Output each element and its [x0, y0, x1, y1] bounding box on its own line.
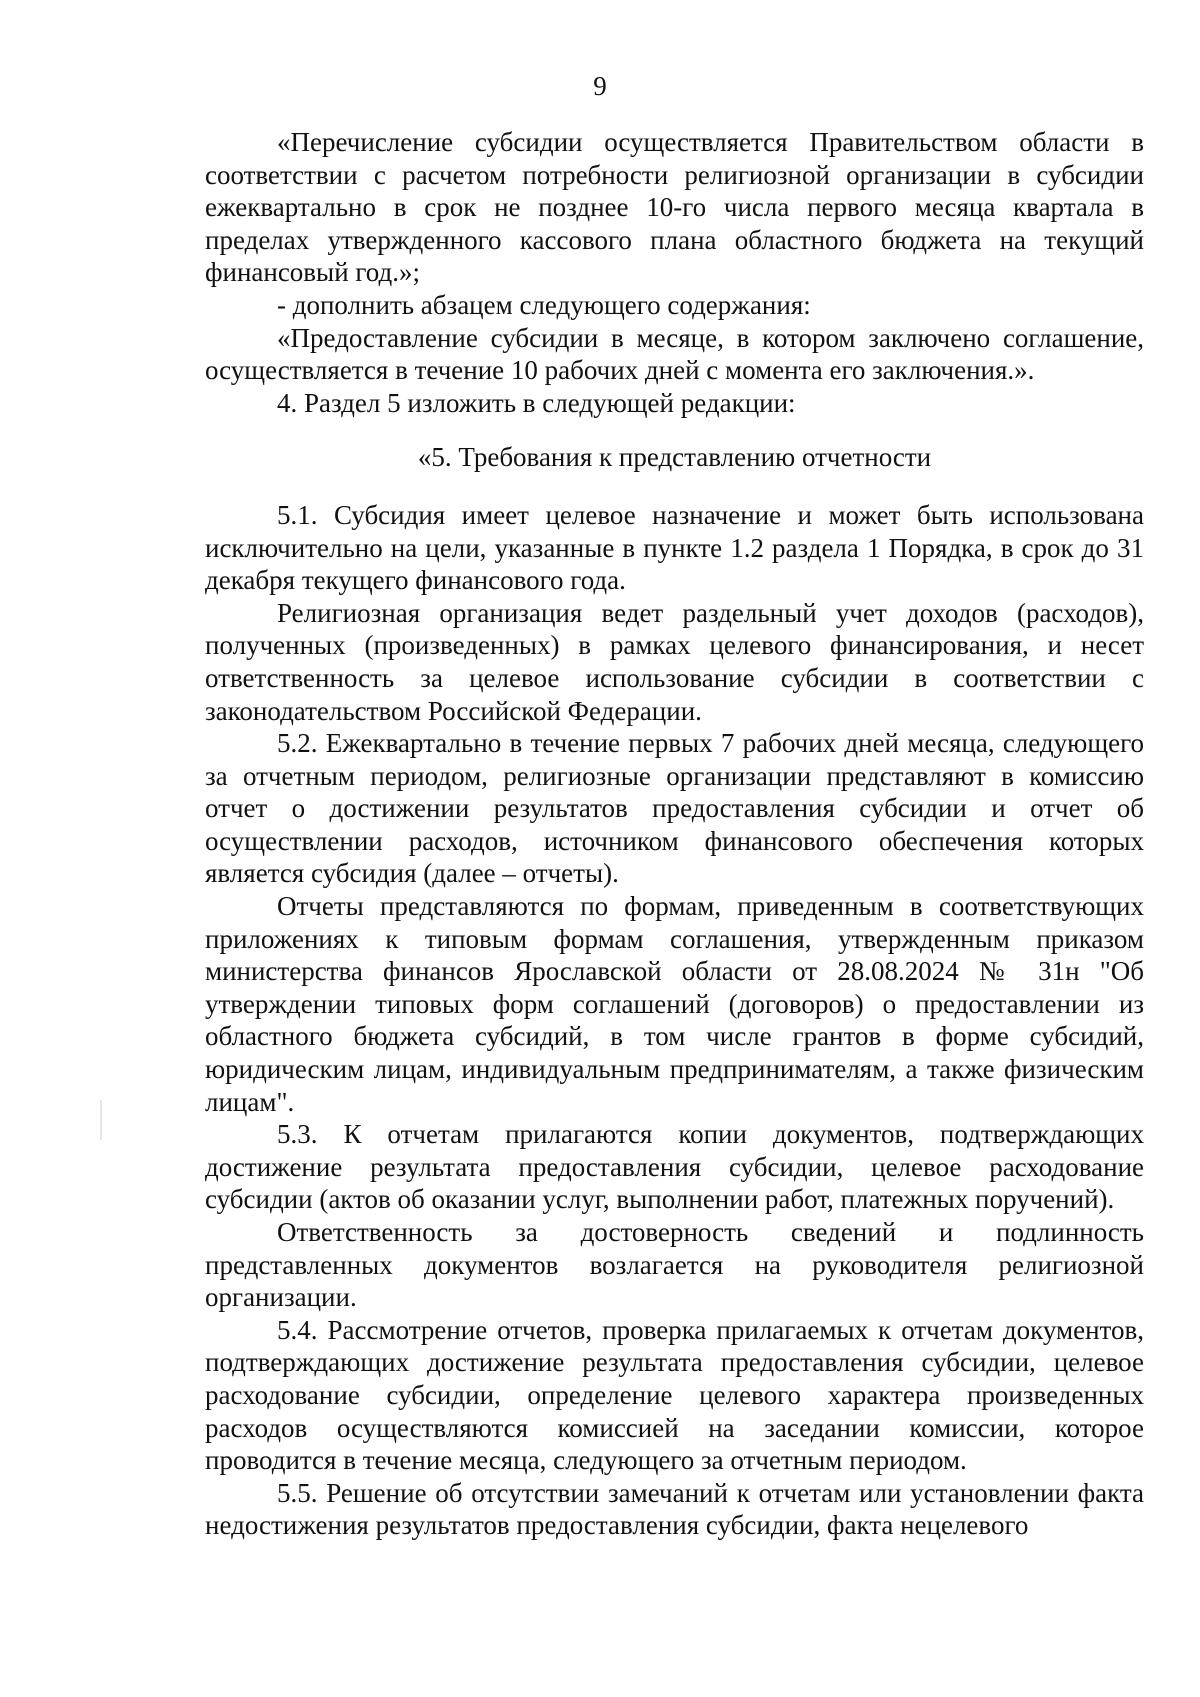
page-number: 9 [593, 71, 607, 101]
paragraph: Ответственность за достоверность сведений и подлинность представленных документов возлагается на руководителя религиозной организации. [205, 1217, 1144, 1313]
paragraph: 4. Раздел 5 изложить в следующей редакции: [277, 387, 796, 418]
paragraph: - дополнить абзацем следующего содержания: [277, 289, 811, 320]
section-heading: «5. Требования к представлению отчетности [417, 442, 932, 473]
paragraph: 5.4. Рассмотрение отчетов, проверка прилагаемых к отчетам документов, подтверждающих достижение результата предоставления субсидии, целевое расходование субсидии, определение целевого характера произведенных расходов осуществляются комиссией на заседании комиссии, которое проводится в течение месяца, следующего за отчетным периодом. [205, 1314, 1144, 1476]
paragraph: «Перечисление субсидии осуществляется Правительством области в соответствии с расчетом потребности религиозной организации в субсидии ежеквартально в срок не позднее 10-го числа первого месяца квартала в пределах утвержденного кассового плана областного бюджета на текущий финансовый год.»; [205, 127, 1144, 288]
paragraph: 5.3. К отчетам прилагаются копии документов, подтверждающих достижение результата предоставления субсидии, целевое расходование субсидии (актов об оказании услуг, выполнении работ, платежных поручений). [205, 1119, 1144, 1215]
document-body [205, 126, 1144, 1542]
paragraph: 5.1. Субсидия имеет целевое назначение и может быть использована исключительно на цели, указанные в пункте 1.2 раздела 1 Порядка, в срок до 31 декабря текущего финансового года. [205, 499, 1144, 596]
paragraph: Религиозная организация ведет раздельный учет доходов (расходов), полученных (произведенных) в рамках целевого финансирования, и несет ответственность за целевое использование субсидии в соответствии с законодательством Российской Федерации. [205, 597, 1144, 726]
paragraph: «Предоставление субсидии в месяце, в котором заключено соглашение, осуществляется в течение 10 рабочих дней с момента его заключения.». [205, 322, 1144, 386]
paragraph: 5.2. Ежеквартально в течение первых 7 рабочих дней месяца, следующего за отчетным периодом, религиозные организации представляют в комиссию отчет о достижении результатов предоставления субсидии и отчет об осуществлении расходов, источником финансового обеспечения которых является субсидия (далее – отчеты). [205, 728, 1144, 889]
paragraph: 5.5. Решение об отсутствии замечаний к отчетам или установлении факта недостижения результатов предоставления субсидии, факта нецелевого [205, 1477, 1144, 1541]
margin-mark [100, 1100, 102, 1140]
paragraph: Отчеты представляются по формам, приведенным в соответствующих приложениях к типовым формам соглашения, утвержденным приказом министерства финансов Ярославской области от 28.08.2024 № 31н "Об утверждении типовых форм соглашений (договоров) о предоставлении из областного бюджета субсидий, в том числе грантов в форме субсидий, юридическим лицам, индивидуальным предпринимателям, а также физическим лицам". [205, 891, 1144, 1117]
